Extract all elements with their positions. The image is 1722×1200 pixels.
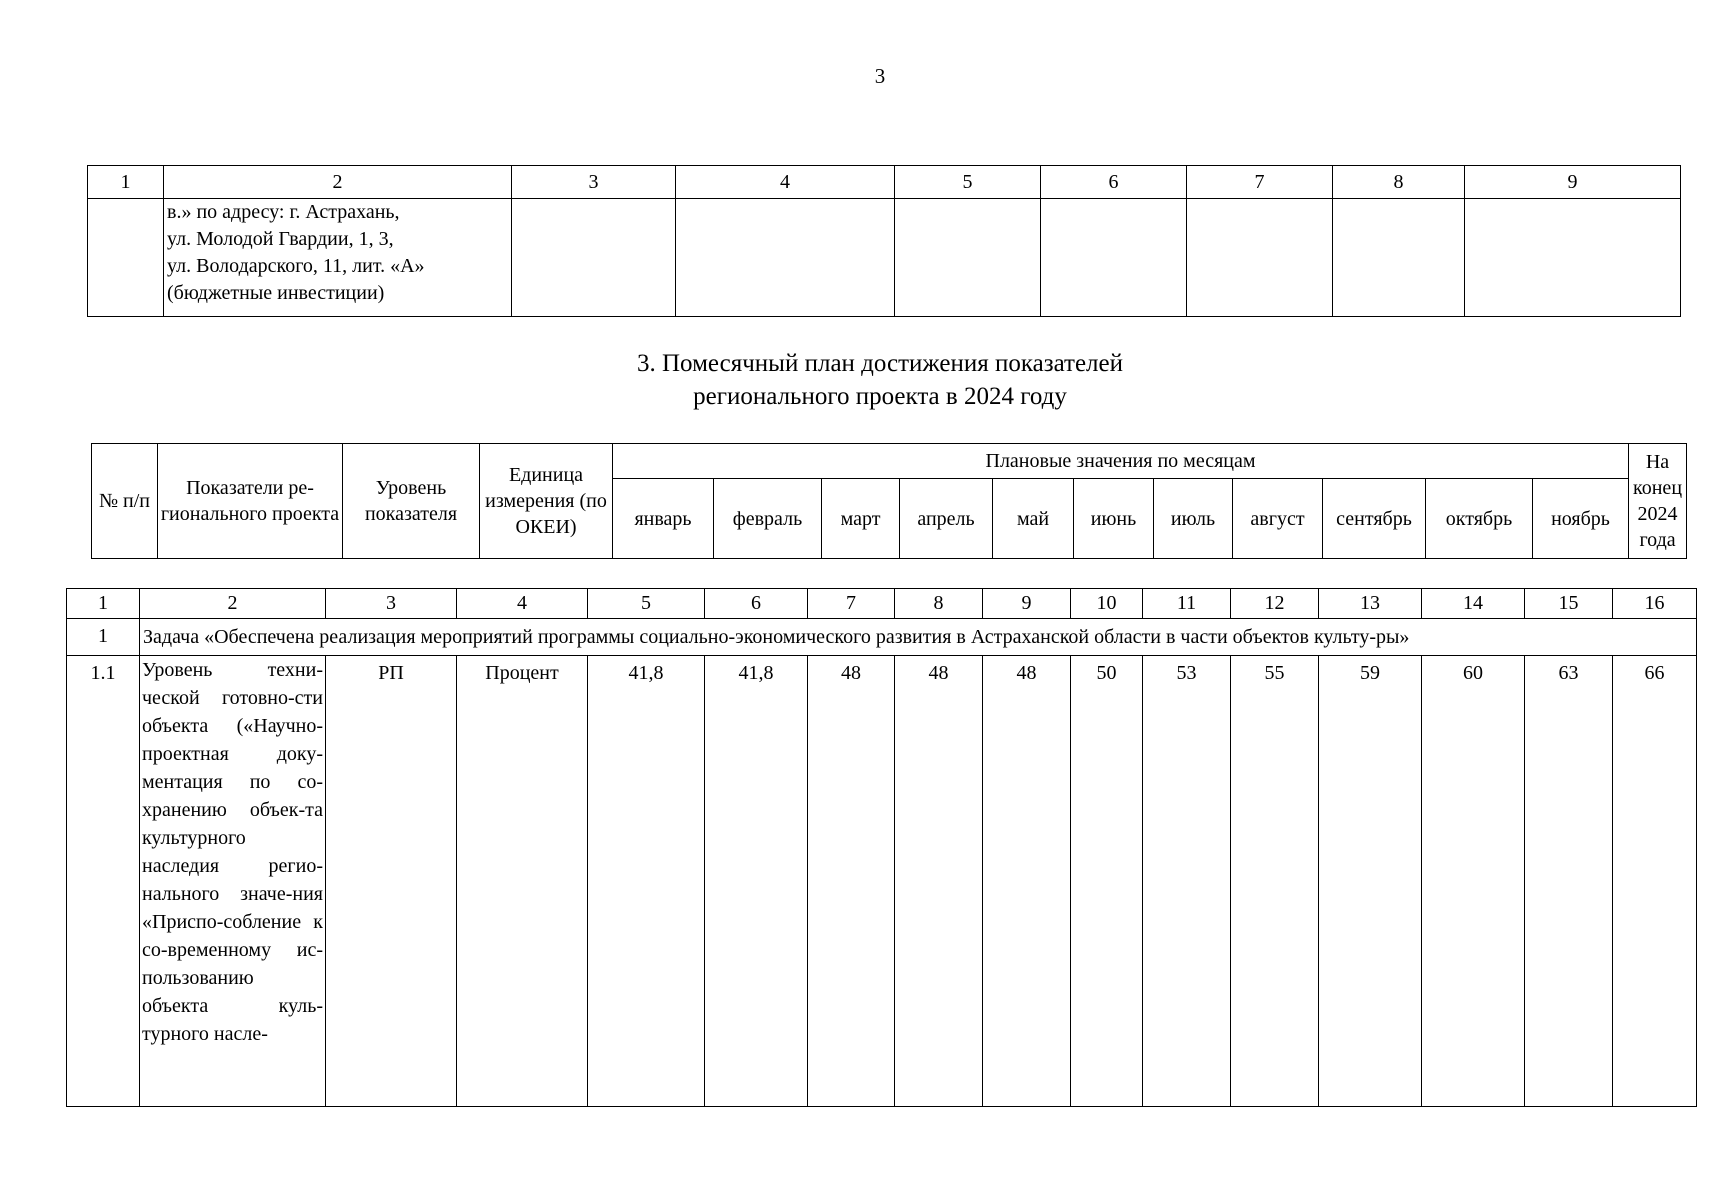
table-row	[88, 199, 1681, 317]
column-number: 9	[1465, 166, 1681, 199]
header-month: сентябрь	[1323, 479, 1426, 559]
section-title-line: регионального проекта в 2024 году	[693, 383, 1067, 410]
column-number: 13	[1319, 589, 1422, 619]
column-number: 14	[1422, 589, 1525, 619]
empty-cell	[895, 199, 1041, 317]
column-number: 16	[1613, 589, 1697, 619]
monthly-value: 41,8	[588, 656, 705, 1107]
column-number: 2	[164, 166, 512, 199]
monthly-value: 53	[1143, 656, 1231, 1107]
task-number: 1	[67, 619, 140, 656]
column-number: 11	[1143, 589, 1231, 619]
empty-cell	[676, 199, 895, 317]
indicator-level: РП	[326, 656, 457, 1107]
continuation-table	[87, 165, 1681, 317]
empty-cell	[1333, 199, 1465, 317]
empty-cell	[1465, 199, 1681, 317]
empty-cell	[1187, 199, 1333, 317]
column-number: 10	[1071, 589, 1143, 619]
section-title	[0, 347, 1722, 413]
header-end-of-year: На конец 2024 года	[1629, 444, 1687, 559]
indicator-name: Уровень техни-ческой готовно-сти объекта («Научно-проектная доку-ментация по со-хранению объек-та культурного наследия регио-нального значе-ния «Приспо-собление к со-временному ис-пользованию объекта куль-турного насле-	[140, 656, 326, 1107]
task-description: Задача «Обеспечена реализация мероприятий программы социально-экономического развития в Астраханской области в части объектов культу-ры»	[140, 619, 1697, 656]
column-number: 3	[326, 589, 457, 619]
column-number-row	[88, 166, 1681, 199]
header-month: июль	[1154, 479, 1233, 559]
object-address-cell	[164, 199, 512, 317]
header-month: август	[1233, 479, 1323, 559]
monthly-value: 59	[1319, 656, 1422, 1107]
end-of-year-value: 66	[1613, 656, 1697, 1107]
header-level: Уровень показателя	[343, 444, 480, 559]
column-number: 7	[808, 589, 895, 619]
monthly-value: 48	[808, 656, 895, 1107]
column-number: 9	[983, 589, 1071, 619]
header-month: апрель	[900, 479, 993, 559]
indicator-unit: Процент	[457, 656, 588, 1107]
task-row	[67, 619, 1697, 656]
column-number: 12	[1231, 589, 1319, 619]
header-indicator: Показатели ре-гионального проекта	[158, 444, 343, 559]
column-number: 8	[895, 589, 983, 619]
plan-header-table	[91, 443, 1687, 559]
address-line: ул. Молодой Гвардии, 1, 3,	[167, 228, 394, 250]
monthly-value: 60	[1422, 656, 1525, 1107]
header-unit: Единица измерения (по ОКЕИ)	[480, 444, 613, 559]
column-number: 7	[1187, 166, 1333, 199]
header-month: май	[993, 479, 1074, 559]
address-line: (бюджетные инвестиции)	[167, 282, 385, 304]
column-number: 5	[588, 589, 705, 619]
empty-cell	[1041, 199, 1187, 317]
header-month: февраль	[714, 479, 822, 559]
address-line: ул. Володарского, 11, лит. «А»	[167, 255, 425, 277]
column-number: 15	[1525, 589, 1613, 619]
header-month: январь	[613, 479, 714, 559]
column-number: 4	[676, 166, 895, 199]
monthly-value: 48	[983, 656, 1071, 1107]
column-number: 6	[705, 589, 808, 619]
column-number: 8	[1333, 166, 1465, 199]
column-number: 1	[88, 166, 164, 199]
table-row	[67, 656, 1697, 1107]
address-line: в.» по адресу: г. Астрахань,	[167, 201, 400, 223]
column-number: 3	[512, 166, 676, 199]
column-number-row	[67, 589, 1697, 619]
header-plan-values: Плановые значения по месяцам	[613, 444, 1629, 479]
header-month: июнь	[1074, 479, 1154, 559]
monthly-value: 41,8	[705, 656, 808, 1107]
section-title-line: 3. Помесячный план достижения показателей	[637, 350, 1123, 377]
empty-cell	[512, 199, 676, 317]
page-number: 3	[874, 64, 886, 88]
header-month: октябрь	[1426, 479, 1533, 559]
indicator-number: 1.1	[67, 656, 140, 1107]
column-number: 2	[140, 589, 326, 619]
header-number: № п/п	[92, 444, 158, 559]
plan-data-table	[66, 588, 1697, 1107]
column-number: 5	[895, 166, 1041, 199]
monthly-value: 50	[1071, 656, 1143, 1107]
header-month: март	[822, 479, 900, 559]
monthly-value: 48	[895, 656, 983, 1107]
monthly-value: 63	[1525, 656, 1613, 1107]
column-number: 1	[67, 589, 140, 619]
column-number: 4	[457, 589, 588, 619]
row-number-cell	[88, 199, 164, 317]
column-number: 6	[1041, 166, 1187, 199]
monthly-value: 55	[1231, 656, 1319, 1107]
header-month: ноябрь	[1533, 479, 1629, 559]
